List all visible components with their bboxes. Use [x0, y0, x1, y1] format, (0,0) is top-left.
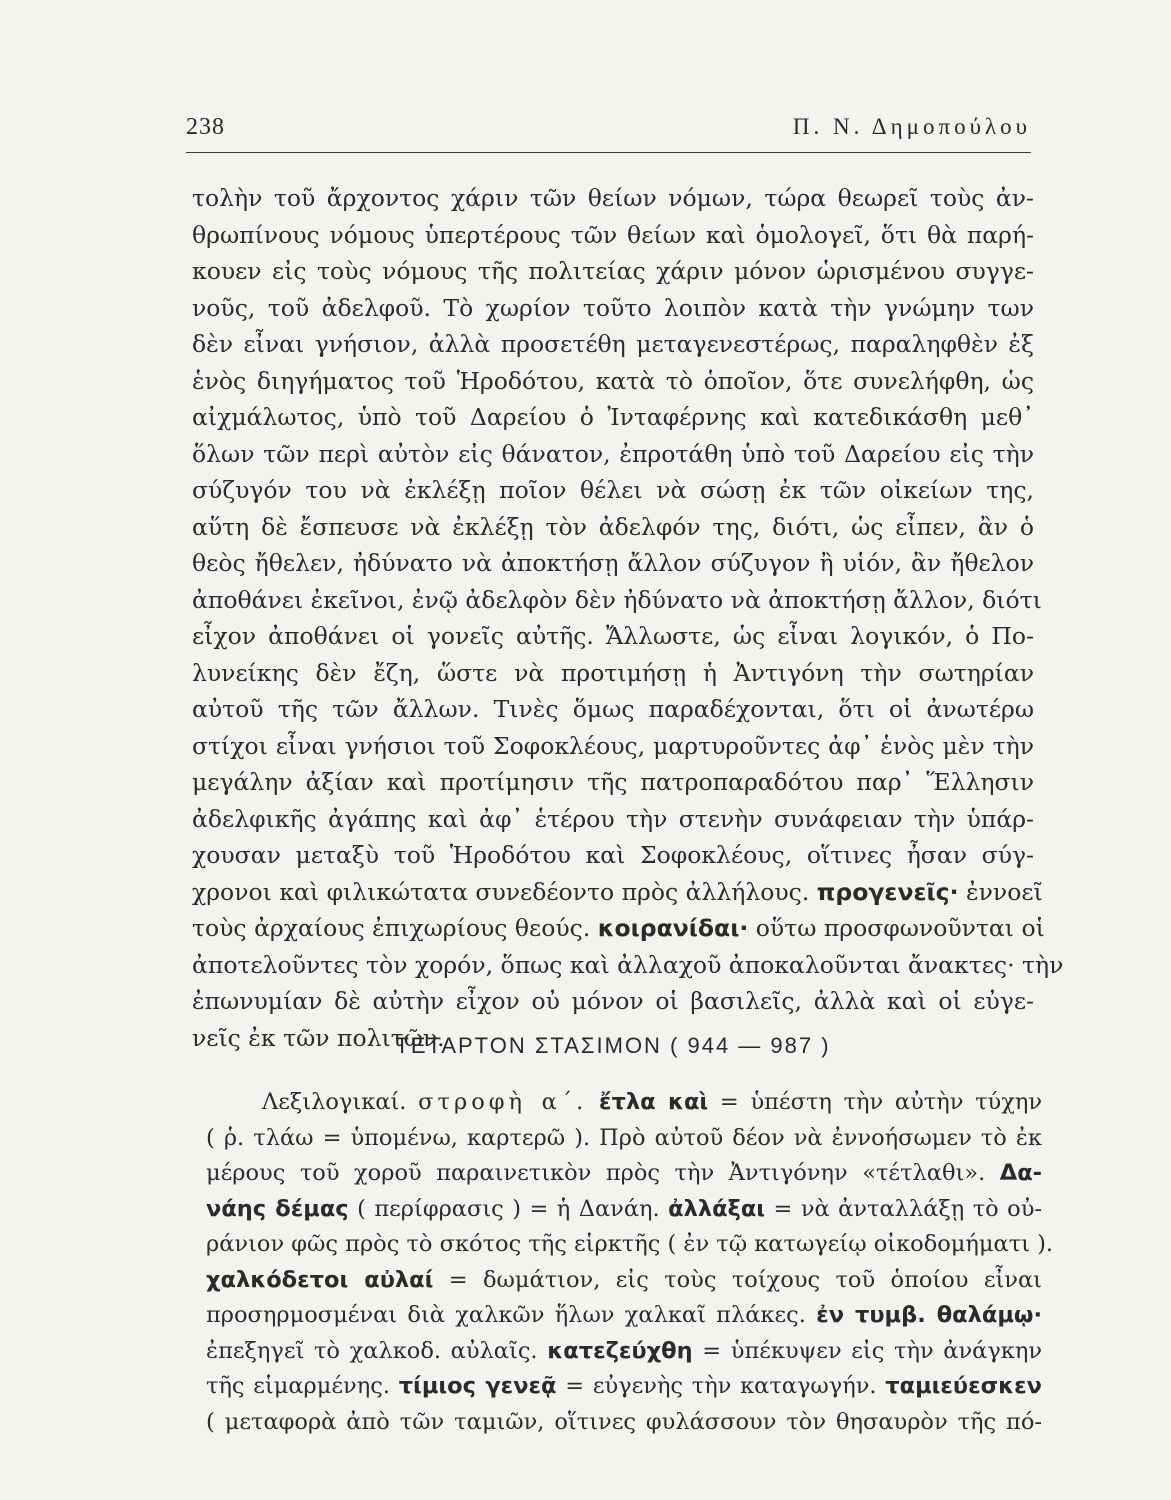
text-segment: τῆς εἱμαρμένης. [206, 1373, 390, 1399]
text-segment: = δωμάτιον, εἰς τοὺς τοίχους τοῦ ὁποίου εἶναι [448, 1266, 1042, 1293]
commentary-line [206, 1334, 1042, 1370]
text-line [192, 874, 1043, 911]
text-segment: ἐννοεῖ [966, 877, 1043, 906]
commentary-line [206, 1298, 1042, 1334]
text-line: δὲν εἶναι γνήσιον, ἀλλὰ προσετέθη μεταγενεστέρως, παραληφθὲν ἐξ [192, 330, 1034, 358]
lemma-koiranidai: κοιρανίδαι· [597, 914, 749, 942]
text-line: ἀδελφικῆς ἀγάπης καὶ ἀφ᾿ ἑτέρου τὴν στενὴν συνάφειαν τὴν ὑπάρ- [192, 804, 1034, 833]
text-line: θεὸς ἤθελεν, ἠδύνατο νὰ ἀποκτήσῃ ἄλλον σύζυγον ἢ υἱόν, ἂν ἤθελον [192, 549, 1034, 577]
text-line: ἐπωνυμίαν δὲ αὐτὴν εἶχον οὐ μόνον οἱ βασιλεῖς, ἀλλὰ καὶ οἱ εὐγε- [192, 987, 1034, 1015]
commentary-line: ( ῥ. τλάω = ὑπομένω, καρτερῶ ). Πρὸ αὐτοῦ δέον νὰ ἐννοήσωμεν τὸ ἐκ [206, 1124, 1042, 1151]
text-line: τολὴν τοῦ ἄρχοντος χάριν τῶν θείων νόμων, τώρα θεωρεῖ τοὺς ἀν- [192, 184, 1034, 212]
text-line: αὐτοῦ τῆς τῶν ἄλλων. Τινὲς ὅμως παραδέχονται, ὅτι οἱ ἀνωτέρω [192, 695, 1034, 723]
text-segment: = ὑπέκυψεν εἰς τὴν ἀνάγκην [702, 1337, 1043, 1364]
commentary-line [206, 1156, 1042, 1192]
lemma: ἀλλάξαι [668, 1195, 766, 1222]
text-line: μεγάλην ἀξίαν καὶ προτίμησιν τῆς πατροπαραδότου παρ᾿ Ἕλλησιν [192, 768, 1034, 796]
lemma: Δα- [999, 1160, 1043, 1186]
text-line: εἶχον ἀποθάνει οἱ γονεῖς αὐτῆς. Ἄλλωστε, ὡς εἶναι λογικόν, ὁ Πο- [192, 622, 1034, 650]
text-line: σύζυγόν του νὰ ἐκλέξῃ ποῖον θέλει νὰ σώσῃ ἐκ τῶν οἰκείων της, [192, 476, 1034, 504]
text-segment: οὕτω προσφωνοῦνται οἱ [755, 914, 1045, 942]
commentary [206, 1085, 1054, 1440]
text-segment: ἐπεξηγεῖ τὸ χαλκοδ. αὐλαῖς. [206, 1337, 538, 1364]
commentary-heading: Λεξιλογικαί. [262, 1089, 407, 1115]
commentary-line [206, 1085, 1042, 1121]
text-segment: χρονοι καὶ φιλικώτατα συνεδέοντο πρὸς ἀλλήλους. [192, 877, 810, 906]
text-line: κουεν εἰς τοὺς νόμους τῆς πολιτείας χάριν μόνον ὡρισμένου συγγε- [192, 257, 1034, 285]
lemma-progeneis: προγενεῖς· [816, 877, 959, 906]
text-segment: = εὐγενὴς τὴν καταγωγήν. [565, 1373, 877, 1399]
text-line: νοῦς, τοῦ ἀδελφοῦ. Τὸ χωρίον τοῦτο λοιπὸν κατὰ τὴν γνώμην των [192, 293, 1034, 322]
page-header [186, 112, 1031, 146]
text-segment: τοὺς ἀρχαίους ἐπιχωρίους θεούς. [192, 914, 591, 942]
text-segment: = νὰ ἀνταλλάξῃ τὸ οὐ- [773, 1195, 1043, 1222]
main-text [192, 180, 1064, 1056]
text-line: στίχοι εἶναι γνήσιοι τοῦ Σοφοκλέους, μαρτυροῦντες ἀφ᾿ ἑνὸς μὲν τὴν [192, 731, 1034, 760]
text-line: νεῖς ἐκ τῶν πολιτῶν. [192, 1023, 445, 1052]
text-line: ἀποθάνει ἐκεῖνοι, ἐνῷ ἀδελφὸν δὲν ἠδύνατο νὰ ἀποκτήσῃ ἄλλον, διότι [192, 585, 1042, 614]
lemma: ταμιεύεσκεν [885, 1373, 1043, 1399]
text-line: αὕτη δὲ ἔσπευσε νὰ ἐκλέξῃ τὸν ἀδελφόν της, διότι, ὡς εἶπεν, ἂν ὁ [192, 512, 1034, 541]
running-head: Π. Ν. Δημοπούλου [792, 114, 1031, 139]
text-segment: προσηρμοσμέναι διὰ χαλκῶν ἥλων χαλκαῖ πλάκες. [206, 1302, 806, 1328]
commentary-line: ( μεταφορὰ ἀπὸ τῶν ταμιῶν, οἵτινες φυλάσσουν τὸν θησαυρὸν τῆς πό- [206, 1408, 1042, 1435]
text-segment: ( περίφρασις ) = ἡ Δανάη. [357, 1195, 660, 1222]
text-line [192, 910, 1045, 947]
commentary-line [206, 1263, 1042, 1299]
text-line: ἑνὸς διηγήματος τοῦ Ἡροδότου, κατὰ τὸ ὁποῖον, ὅτε συνελήφθη, ὡς [192, 366, 1034, 395]
strophe-label: στροφὴ α΄. [418, 1089, 588, 1115]
lemma: ἔτλα καὶ [599, 1089, 709, 1115]
text-line: θρωπίνους νόμους ὑπερτέρους τῶν θείων καὶ ὁμολογεῖ, ὅτι θὰ παρή- [192, 220, 1034, 249]
commentary-line [206, 1369, 1042, 1405]
text-segment: μέρους τοῦ χοροῦ παραινετικὸν πρὸς τὴν Ἀντιγόνην «τέτλαθι». [206, 1160, 986, 1186]
section-title: ΤΕΤΑΡΤΟΝ ΣΤΑΣΙΜΟΝ ( 944 — 987 ) [395, 1033, 831, 1058]
lemma: χαλκόδετοι αὐλαί [206, 1266, 434, 1293]
lemma: ἐν τυμβ. θαλάμῳ· [816, 1302, 1042, 1328]
lemma: τίμιος γενεᾷ [398, 1373, 557, 1399]
text-line: ἀποτελοῦντες τὸν χορόν, ὅπως καὶ ἀλλαχοῦ ἀποκαλοῦνται ἄνακτες· τὴν [192, 950, 1064, 979]
lemma: κατεζεύχθη [547, 1337, 693, 1364]
text-line: χουσαν μεταξὺ τοῦ Ἡροδότου καὶ Σοφοκλέους, οἵτινες ἦσαν σύγ- [192, 841, 1034, 869]
commentary-line [206, 1192, 1042, 1228]
commentary-line: ράνιον φῶς πρὸς τὸ σκότος τῆς εἱρκτῆς ( ἐν τῷ κατωγείῳ οἰκοδομήματι ). [206, 1231, 1054, 1257]
text-line: αἰχμάλωτος, ὑπὸ τοῦ Δαρείου ὁ Ἰνταφέρνης καὶ κατεδικάσθη μεθ᾿ [192, 403, 1034, 431]
header-rule [186, 152, 1031, 153]
lemma: νάης δέμας [206, 1195, 349, 1222]
text-line: λυνείκης δὲν ἔζη, ὥστε νὰ προτιμήσῃ ἡ Ἀντιγόνη τὴν σωτηρίαν [192, 658, 1034, 687]
page-number: 238 [186, 114, 225, 140]
text-line: ὅλων τῶν περὶ αὐτὸν εἰς θάνατον, ἐπροτάθη ὑπὸ τοῦ Δαρείου εἰς τὴν [192, 439, 1034, 468]
text-segment: = ὑπέστη τὴν αὐτὴν τύχην [719, 1089, 1043, 1115]
